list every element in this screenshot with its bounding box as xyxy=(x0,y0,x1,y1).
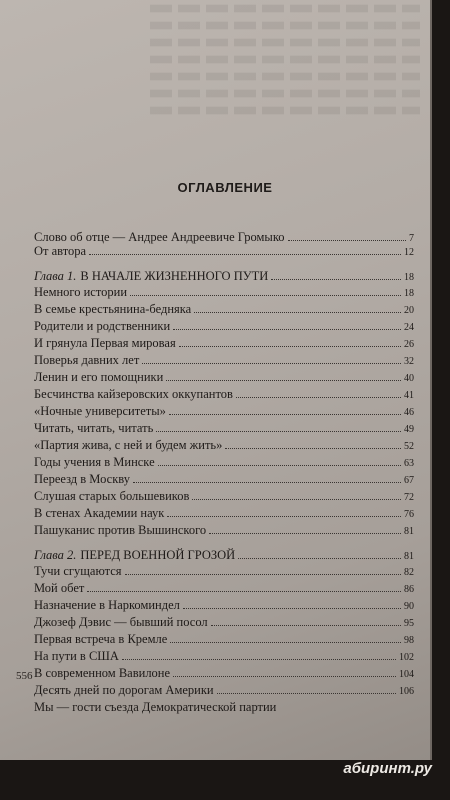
dot-leader xyxy=(169,405,401,415)
toc-entry-title: В современном Вавилоне xyxy=(34,666,171,680)
toc-page-number: 95 xyxy=(404,618,414,629)
dot-leader xyxy=(158,456,401,466)
dot-leader xyxy=(217,684,396,694)
dot-leader xyxy=(89,245,401,255)
chapter-prefix: Глава 1. xyxy=(34,269,77,283)
toc-page-number: 32 xyxy=(404,356,414,367)
toc-heading: ОГЛАВЛЕНИЕ xyxy=(177,180,273,195)
toc-entry-title: Тучи сгущаются xyxy=(34,564,122,578)
dot-leader xyxy=(194,303,401,313)
toc-page-number: 81 xyxy=(404,551,414,562)
toc-page-number: 18 xyxy=(404,288,414,299)
toc-page-number: 63 xyxy=(404,458,414,469)
toc-entry-title: Немного истории xyxy=(34,285,128,299)
toc-entry-title: Мы — гости съезда Демократической партии xyxy=(34,700,277,714)
toc-row xyxy=(34,564,414,579)
toc-row xyxy=(34,615,414,630)
toc-row xyxy=(34,230,414,245)
toc-row xyxy=(34,404,414,419)
dot-leader xyxy=(173,667,396,677)
toc-row xyxy=(34,700,414,715)
toc-row xyxy=(34,302,414,317)
toc-row xyxy=(34,632,414,647)
toc-page-number: 49 xyxy=(404,424,414,435)
dot-leader xyxy=(156,422,401,432)
dot-leader xyxy=(125,565,401,575)
toc-entry-title: Слушая старых большевиков xyxy=(34,489,190,503)
toc-row xyxy=(34,370,414,385)
toc-entry-title: Ленин и его помощники xyxy=(34,370,164,384)
dot-leader xyxy=(183,599,401,609)
toc-row xyxy=(34,472,414,487)
dot-leader xyxy=(209,524,401,534)
toc-entry-title: «Ночные университеты» xyxy=(34,404,166,418)
toc-entry-title: «Партия жива, с ней и будем жить» xyxy=(34,438,223,452)
dot-leader xyxy=(170,633,401,643)
toc-page-number: 86 xyxy=(404,584,414,595)
toc-page-number: 82 xyxy=(404,567,414,578)
dot-leader xyxy=(288,231,406,241)
dot-leader xyxy=(211,616,401,626)
toc-entry-title: Годы учения в Минске xyxy=(34,455,155,469)
toc-page-number: 26 xyxy=(404,339,414,350)
toc-page-number: 24 xyxy=(404,322,414,333)
toc-entry-title: В НАЧАЛЕ ЖИЗНЕННОГО ПУТИ xyxy=(80,269,269,283)
dot-leader xyxy=(130,286,401,296)
toc-row xyxy=(34,649,414,664)
toc-entry-title: Пашуканис против Вышинского xyxy=(34,523,207,537)
dot-leader xyxy=(167,507,401,517)
toc-entry-title: В стенах Академии наук xyxy=(34,506,165,520)
toc-row xyxy=(34,581,414,596)
toc-page-number: 98 xyxy=(404,635,414,646)
toc-row xyxy=(34,244,414,259)
dot-leader xyxy=(166,371,401,381)
toc-row xyxy=(34,598,414,613)
dot-leader xyxy=(271,270,401,280)
toc-page-number: 52 xyxy=(404,441,414,452)
toc-page-number: 104 xyxy=(399,669,414,680)
toc-page-number: 81 xyxy=(404,526,414,537)
dot-leader xyxy=(173,320,401,330)
toc-entry-title: Первая встреча в Кремле xyxy=(34,632,168,646)
toc-row xyxy=(34,683,414,698)
toc-row xyxy=(34,336,414,351)
toc-page-number: 20 xyxy=(404,305,414,316)
toc-page-number: 7 xyxy=(409,233,414,244)
dot-leader xyxy=(87,582,401,592)
chapter-prefix: Глава 2. xyxy=(34,548,77,562)
toc-row xyxy=(34,523,414,538)
toc-entry-title: В семье крестьянина-бедняка xyxy=(34,302,192,316)
toc-page-number: 40 xyxy=(404,373,414,384)
toc-row xyxy=(34,438,414,453)
toc-chapter-row xyxy=(34,269,414,284)
toc-entry-title: Родители и родственники xyxy=(34,319,171,333)
toc-entry-title: Назначение в Наркоминдел xyxy=(34,598,180,612)
toc-entry-title: Читать, читать, читать xyxy=(34,421,154,435)
toc-page-number: 106 xyxy=(399,686,414,697)
toc-entry-title: От автора xyxy=(34,244,87,258)
dot-leader xyxy=(225,439,401,449)
toc-row xyxy=(34,666,414,681)
toc-entry-title: Десять дней по дорогам Америки xyxy=(34,683,214,697)
toc-entry-title: Мой обет xyxy=(34,581,85,595)
toc-entry-title: Переезд в Москву xyxy=(34,472,131,486)
dot-leader xyxy=(192,490,401,500)
toc-entry-title: Слово об отце — Андрее Андреевиче Громыко xyxy=(34,230,285,244)
toc-row xyxy=(34,489,414,504)
toc-entry-title: ПЕРЕД ВОЕННОЙ ГРОЗОЙ xyxy=(80,548,236,562)
dot-leader xyxy=(179,337,401,347)
toc-chapter-row xyxy=(34,548,414,563)
toc-page-number: 90 xyxy=(404,601,414,612)
toc-row xyxy=(34,319,414,334)
toc-page-number: 12 xyxy=(404,247,414,258)
toc-page-number: 76 xyxy=(404,509,414,520)
toc-entry-title: И грянула Первая мировая xyxy=(34,336,176,350)
dot-leader xyxy=(142,354,401,364)
toc-entry-title: На пути в США xyxy=(34,649,119,663)
toc-entry-title: Бесчинства кайзеровских оккупантов xyxy=(34,387,233,401)
page-number: 556 xyxy=(16,670,33,682)
toc-row xyxy=(34,506,414,521)
toc-entry-title: Поверья давних лет xyxy=(34,353,140,367)
watermark: абиринт.ру xyxy=(343,760,432,777)
toc-row xyxy=(34,387,414,402)
toc-row xyxy=(34,421,414,436)
toc-page-number: 67 xyxy=(404,475,414,486)
toc-entry-title: Джозеф Дэвис — бывший посол xyxy=(34,615,208,629)
toc-row xyxy=(34,455,414,470)
dot-leader xyxy=(122,650,396,660)
toc-page-number: 102 xyxy=(399,652,414,663)
bleed-through-text xyxy=(150,0,420,120)
toc-page-number: 41 xyxy=(404,390,414,401)
toc-page-number: 72 xyxy=(404,492,414,503)
dot-leader xyxy=(133,473,401,483)
toc-row xyxy=(34,285,414,300)
dot-leader xyxy=(238,549,401,559)
toc-row xyxy=(34,353,414,368)
toc-page-number: 18 xyxy=(404,272,414,283)
dot-leader xyxy=(236,388,401,398)
toc-page-number: 46 xyxy=(404,407,414,418)
